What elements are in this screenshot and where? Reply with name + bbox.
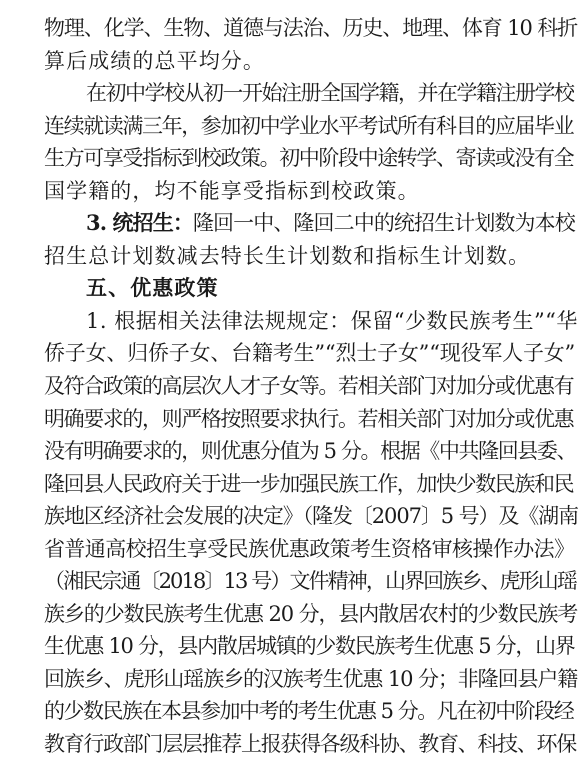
text-line: （湘民宗通〔2018〕13 号）文件精神，山界回族乡、虎形山瑶: [44, 569, 576, 593]
text-line: 明确要求的，则严格按照要求执行。若相关部门对加分或优惠: [44, 407, 574, 431]
text-line: 省普通高校招生享受民族优惠政策考生资格审核操作办法》: [44, 537, 575, 561]
text-line: 教育行政部门层层推荐上报获得各级科协、教育、科技、环保: [44, 732, 576, 756]
text-line: [0, 209, 578, 237]
item-label-unified-admission: 3. 统招生：: [86, 210, 193, 235]
item-text: 隆回一中、隆回二中的统招生计划数为本校: [192, 211, 575, 235]
section-heading: 五、优惠政策: [86, 276, 219, 300]
text-line: 国学籍的，均不能享受指标到校政策。: [44, 179, 420, 203]
text-line: 族地区经济社会发展的决定》（隆发〔2007〕5 号）及《湖南: [44, 504, 578, 528]
text-line: 连续就读满三年，参加初中学业水平考试所有科目的应届毕业: [44, 114, 574, 138]
text-line: 回族乡、虎形山瑶族乡的汉族考生优惠 10 分；非隆回县户籍: [44, 667, 578, 691]
text-line: 1. 根据相关法律法规规定：保留“少数民族考生”“华: [86, 309, 578, 333]
text-line: 的少数民族在本县参加中考的考生优惠 5 分。凡在初中阶段经: [44, 699, 574, 723]
text-line: 没有明确要求的，则优惠分值为 5 分。根据《中共隆回县委、: [44, 439, 577, 463]
text-line: 及符合政策的高层次人才子女等。若相关部门对加分或优惠有: [44, 374, 574, 398]
text-line: 隆回县人民政府关于进一步加强民族工作，加快少数民族和民: [44, 472, 574, 496]
text-line: 招生总计划数减去特长生计划数和指标生计划数。: [44, 244, 531, 268]
text-line: 侨子女、归侨子女、台籍考生”“烈士子女”“现役军人子女”: [44, 341, 576, 365]
text-line: 生优惠 10 分，县内散居城镇的少数民族考生优惠 5 分，山界: [44, 634, 575, 658]
text-line: 生方可享受指标到校政策。初中阶段中途转学、寄读或没有全: [44, 146, 574, 170]
text-line: 族乡的少数民族考生优惠 20 分，县内散居农村的少数民族考: [44, 602, 578, 626]
text-line: 算后成绩的总平均分。: [44, 49, 265, 73]
text-line: 在初中学校从初一开始注册全国学籍，并在学籍注册学校: [86, 81, 574, 105]
text-line: 物理、化学、生物、道德与法治、历史、地理、体育 10 科折: [44, 16, 578, 40]
